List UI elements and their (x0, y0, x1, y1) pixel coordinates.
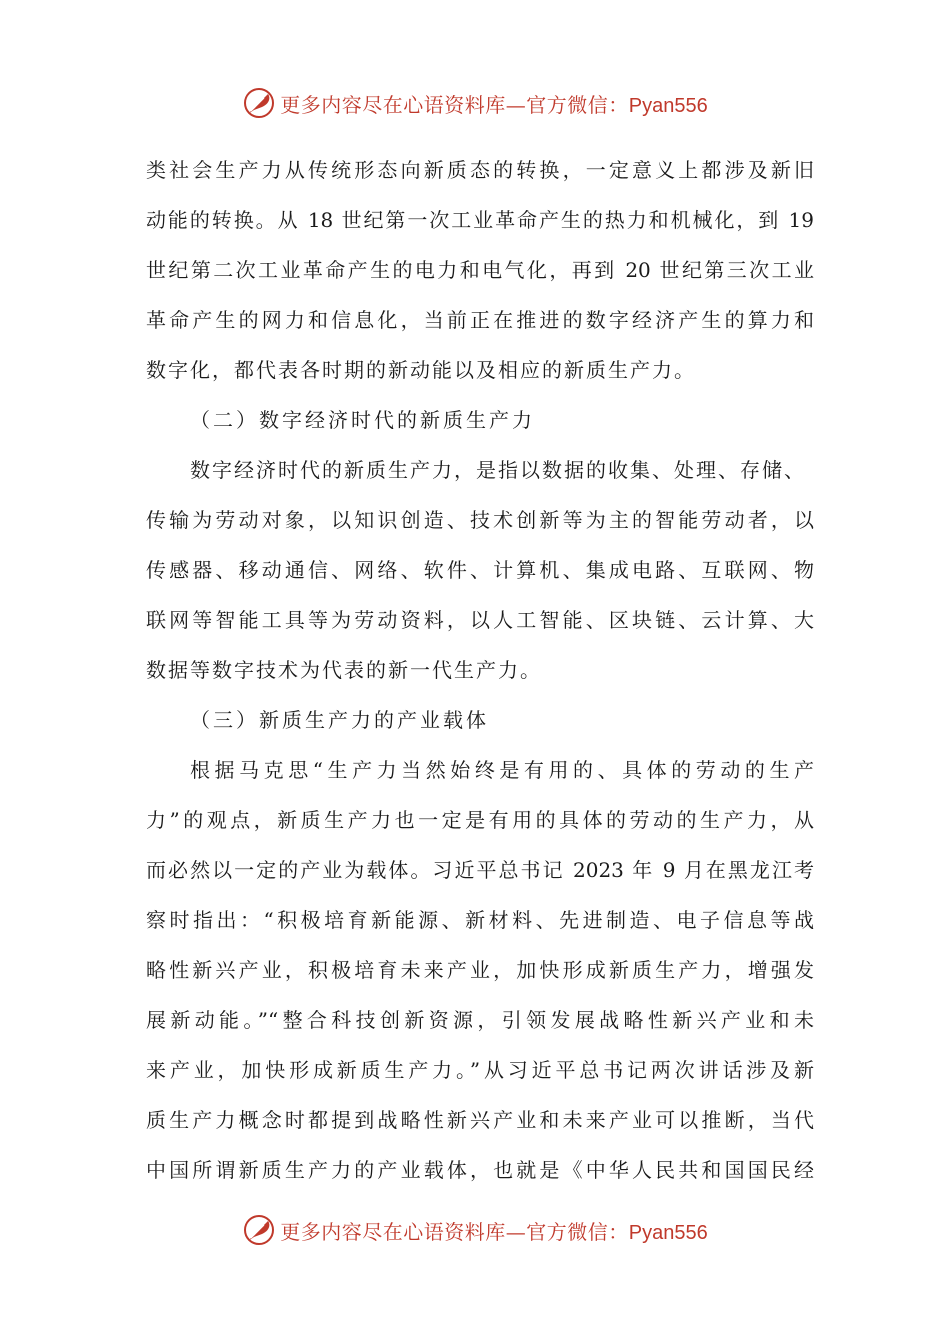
paragraph-line: 联网等智能工具等为劳动资料，以人工智能、区块链、云计算、大 (146, 608, 814, 632)
paragraph-line: 传输为劳动对象，以知识创造、技术创新等为主的智能劳动者，以 (146, 508, 814, 532)
paragraph-line: 质生产力概念时都提到战略性新兴产业和未来产业可以推断，当代 (146, 1108, 814, 1132)
paragraph-line: 中国所谓新质生产力的产业载体，也就是《中华人民共和国国民经 (146, 1158, 814, 1182)
paragraph-line: 类社会生产力从传统形态向新质态的转换，一定意义上都涉及新旧 (146, 158, 814, 182)
paragraph-line: 数字经济时代的新质生产力，是指以数据的收集、处理、存储、 (190, 458, 806, 482)
paragraph-line: 世纪第二次工业革命产生的电力和电气化，再到 20 世纪第三次工业 (146, 258, 814, 282)
banner-text: 更多内容尽在心语资料库—官方微信：Pyan556 (280, 92, 708, 117)
paragraph-line: 展新动能。”“整合科技创新资源，引领发展战略性新兴产业和未 (146, 1008, 814, 1032)
paragraph-line: 动能的转换。从 18 世纪第一次工业革命产生的热力和机械化，到 19 (146, 208, 814, 232)
wechat-id: Pyan556 (628, 94, 708, 117)
section-heading: （三）新质生产力的产业载体 (190, 708, 489, 732)
paragraph-line: 略性新兴产业，积极培育未来产业，加快形成新质生产力，增强发 (146, 958, 814, 982)
paragraph-line: 数据等数字技术为代表的新一代生产力。 (146, 658, 542, 682)
paragraph-line: 数字化，都代表各时期的新动能以及相应的新质生产力。 (146, 358, 696, 382)
paragraph-line: 革命产生的网力和信息化，当前正在推进的数字经济产生的算力和 (146, 308, 814, 332)
document-body (146, 145, 814, 1195)
section-heading: （二）数字经济时代的新质生产力 (190, 408, 535, 432)
feather-logo-icon (242, 1213, 276, 1247)
paragraph-line: 而必然以一定的产业为载体。习近平总书记 2023 年 9 月在黑龙江考 (146, 858, 814, 882)
header-watermark-banner (0, 83, 950, 123)
paragraph-line: 来产业，加快形成新质生产力。”从习近平总书记两次讲话涉及新 (146, 1058, 814, 1082)
paragraph-line: 力”的观点，新质生产力也一定是有用的具体的劳动的生产力，从 (146, 808, 814, 832)
paragraph-line: 传感器、移动通信、网络、软件、计算机、集成电路、互联网、物 (146, 558, 814, 582)
paragraph-line: 根据马克思“生产力当然始终是有用的、具体的劳动的生产 (190, 758, 814, 782)
footer-watermark-banner (0, 1210, 950, 1250)
banner-text: 更多内容尽在心语资料库—官方微信：Pyan556 (280, 1219, 708, 1244)
paragraph-line: 察时指出：“积极培育新能源、新材料、先进制造、电子信息等战 (146, 908, 814, 932)
feather-logo-icon (242, 86, 276, 120)
wechat-id: Pyan556 (628, 1221, 708, 1244)
